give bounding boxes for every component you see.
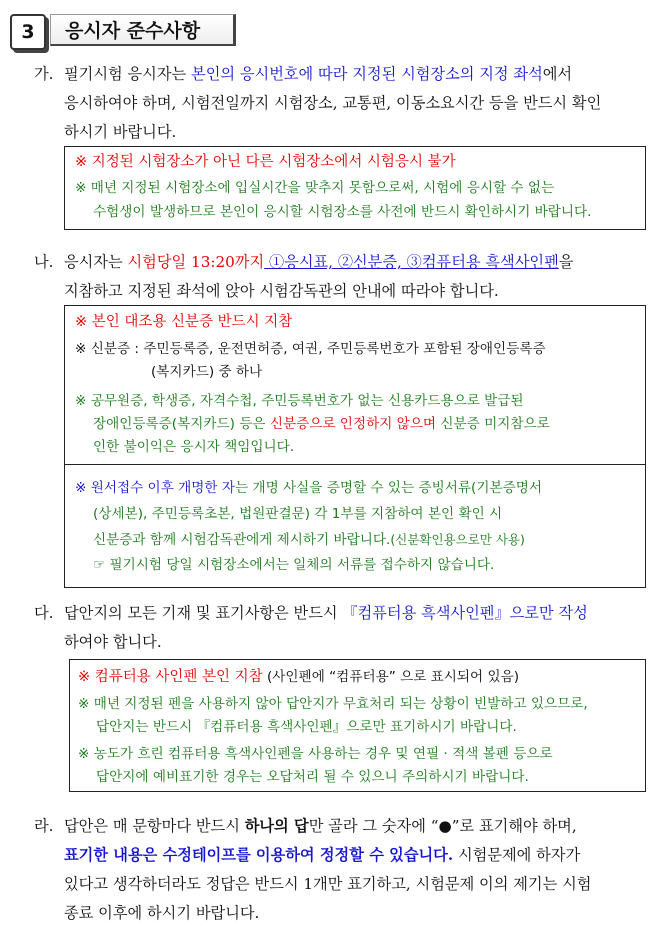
- paragraph-ga: 가. 필기시험 응시자는 본인의 응시번호에 따라 지정된 시험장소의 지정 좌석에서 응시하여야 하며, 시험전일까지 시험장소, 교통편, 이동소요시간 등을 반드시 확인 하시기 바랍니다.: [34, 60, 654, 147]
- section-title: 응시자 준수사항: [50, 14, 236, 46]
- paragraph-label: 가.: [34, 65, 54, 83]
- paragraph-label: 라.: [34, 817, 54, 835]
- section-number-badge: 3: [10, 14, 46, 50]
- paragraph-label: 나.: [34, 253, 54, 271]
- notice-box-venue: ※ 지정된 시험장소가 아닌 다른 시험장소에서 시험응시 불가 ※ 매년 지정된 시험장소에 입실시간을 맞추지 못함으로써, 시험에 응시할 수 없는 수험생이 발생하므로 본인이 응시할 시험장소를 사전에 반드시 확인하시기 바랍니다.: [64, 146, 646, 230]
- notice-box-pen: ※ 컴퓨터용 사인펜 본인 지참 (사인펜에 “컴퓨터용” 으로 표시되어 있음) ※ 매년 지정된 펜을 사용하지 않아 답안지가 무효처리 되는 상황이 빈발하고 있으므로, 답안지는 반드시 『컴퓨터용 흑색사인펜』으로만 표기하시기 바랍니다. ※ 농도가 흐린 컴퓨터용 흑색사인펜을 사용하는 경우 및 연필 · 적색 볼펜 등으로 답안지에 예비표기한 경우는 오답처리 될 수 있으니 주의하시기 바랍니다.: [69, 659, 646, 792]
- notice-box-rename: ※ 원서접수 이후 개명한 자는 개명 사실을 증명할 수 있는 증빙서류(기본증명서 (상세본), 주민등록초본, 법원판결문) 각 1부를 지참하여 본인 확인 시 신분증과 함께 시험감독관에게 제시하기 바랍니다.(신분확인용으로만 사용) ☞ 필기시험 당일 시험장소에서는 일체의 서류를 접수하지 않습니다.: [64, 464, 646, 588]
- paragraph-label: 다.: [34, 604, 54, 622]
- notice-title: ※ 본인 대조용 신분증 반드시 지참: [75, 314, 293, 330]
- paragraph-ra: 라. 답안은 매 문항마다 반드시 하나의 답만 골라 그 숫자에 “●”로 표기해야 하며, 표기한 내용은 수정테이프를 이용하여 정정할 수 있습니다. 시험문제에 하자가 있다고 생각하더라도 정답은 반드시 1개만 표기하고, 시험문제 이의 제기는 시험 종료 이후에 하시기 바랍니다.: [34, 812, 654, 928]
- notice-title: ※ 지정된 시험장소가 아닌 다른 시험장소에서 시험응시 불가: [75, 154, 456, 170]
- notice-box-id: ※ 본인 대조용 신분증 반드시 지참 ※ 신분증 : 주민등록증, 운전면허증, 여권, 주민등록번호가 포함된 장애인등록증 (복지카드) 중 하나 ※ 공무원증, 학생증, 자격수첩, 주민등록번호가 없는 신용카드용으로 발급된 장애인등록증(복지카드) 등은 신분증으로 인정하지 않으며 신분증 미지참으로 인한 불이익은 응시자 책임입니다.: [64, 305, 646, 465]
- paragraph-da: 다. 답안지의 모든 기재 및 표기사항은 반드시 『컴퓨터용 흑색사인펜』으로만 작성 하여야 합니다.: [34, 599, 654, 657]
- paragraph-na: 나. 응시자는 시험당일 13:20까지 ①응시표, ②신분증, ③컴퓨터용 흑색사인펜을 지참하고 지정된 좌석에 앉아 시험감독관의 안내에 따라야 합니다.: [34, 248, 654, 306]
